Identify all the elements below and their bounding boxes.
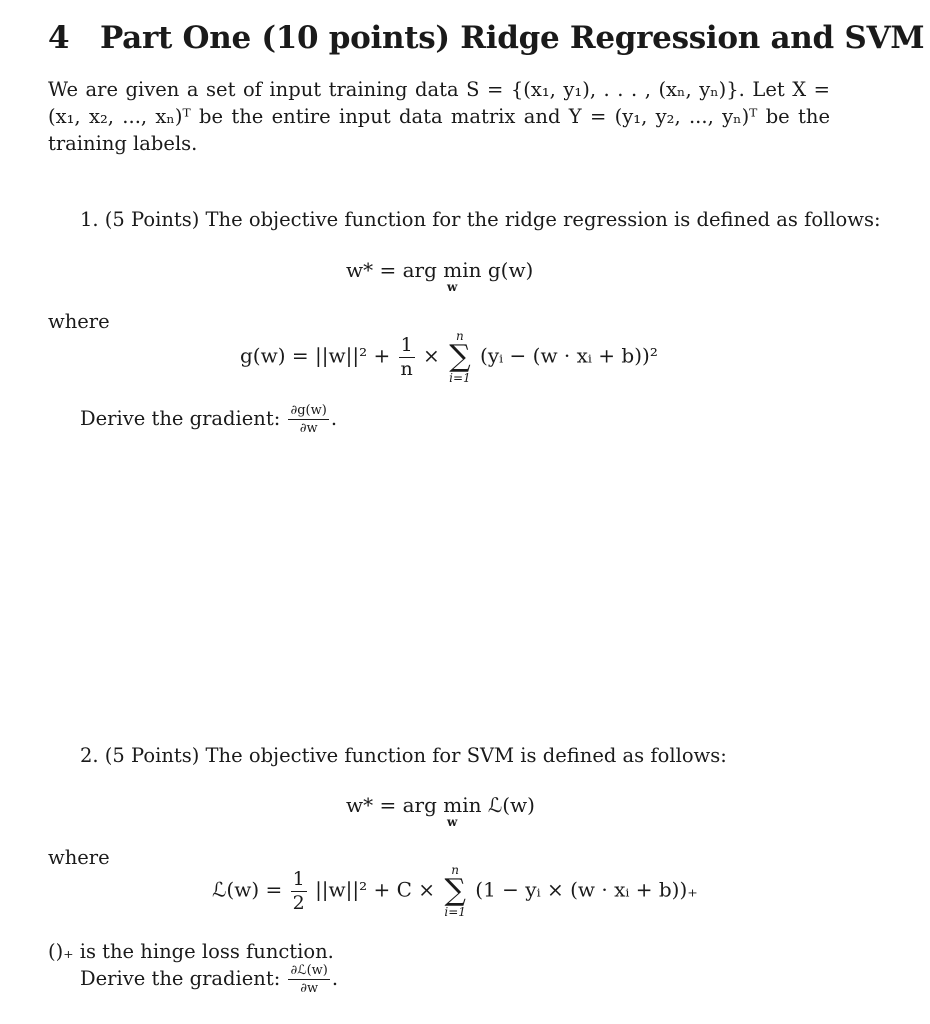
problem-2-sum-upper: n bbox=[451, 863, 460, 877]
sigma-symbol: ∑ bbox=[444, 873, 466, 908]
problem-2-label: 2. (5 Points) The objective function for SVM is defined as follows: bbox=[80, 744, 727, 767]
problem-2-gradient-num: ∂ℒ(w) bbox=[290, 963, 328, 978]
problem-1-def-fraction bbox=[399, 333, 415, 380]
problem-1-def-lhs: g(w) = ||w||² + bbox=[240, 343, 391, 368]
problem-2-derive: Derive the gradient: $\frac{\text{∂ℒ(w)}}{\partial w}$ . bbox=[80, 963, 339, 996]
problem-2-definition bbox=[212, 864, 698, 918]
problem-1-def-frac-den: n bbox=[400, 357, 413, 380]
problem-2-sum-lower: i=1 bbox=[444, 905, 466, 919]
problem-1-objective bbox=[346, 258, 533, 282]
problem-2-def-summand: (1 − yᵢ × (w · xᵢ + b))₊ bbox=[475, 877, 698, 902]
problem-1-objective-text: w* = arg min g(w) bbox=[346, 258, 534, 282]
problem-1-sum-lower: i=1 bbox=[449, 371, 471, 385]
problem-1-where: where bbox=[48, 310, 110, 333]
problem-1-def-summand: (yᵢ − (w · xᵢ + b))² bbox=[480, 343, 658, 368]
problem-2-sum-operator bbox=[444, 864, 466, 918]
intro-paragraph: We are given a set of input training data S = {(x₁, y₁), . . . , (xₙ, yₙ)}. Let X = (x₁, x₂, ..., xₙ)ᵀ be the entire input data matrix and Y = (y₁, y₂, ..., yₙ)ᵀ be the training labels. bbox=[48, 78, 830, 155]
problem-2-where: where bbox=[48, 846, 110, 869]
problem-2-gradient-den: ∂w bbox=[300, 981, 319, 996]
problem-1-def-times: × bbox=[423, 343, 440, 368]
problem-1-gradient-den: ∂w bbox=[299, 421, 318, 436]
problem-1-definition bbox=[240, 330, 658, 384]
problem-2-def-fraction bbox=[291, 867, 307, 914]
problem-2-def-middle: ||w||² + C × bbox=[315, 877, 436, 902]
problem-1-gradient-num: ∂g(w) bbox=[290, 403, 327, 418]
problem-2-derive-label: Derive the gradient: bbox=[80, 967, 281, 990]
problem-2-objective-text: w* = arg min ℒ(w) bbox=[346, 793, 535, 817]
section-title: Part One (10 points) Ridge Regression and SVM bbox=[100, 20, 925, 56]
problem-1-gradient bbox=[288, 404, 328, 435]
problem-2-argmin-sub: w bbox=[447, 815, 458, 829]
problem-1-derive-label: Derive the gradient: bbox=[80, 407, 281, 430]
problem-2-gradient bbox=[288, 964, 329, 995]
problem-2-objective bbox=[346, 793, 535, 817]
problem-1-argmin-sub: w bbox=[447, 280, 458, 294]
section-number: 4 bbox=[48, 20, 70, 56]
problem-1-derive: Derive the gradient: $\frac{\partial g(w)}{\partial w}$ . bbox=[80, 403, 338, 436]
problem-1-def-frac-num: 1 bbox=[400, 333, 413, 356]
problem-2-hinge-note: ()₊ is the hinge loss function. bbox=[48, 940, 334, 963]
problem-1-label: 1. (5 Points) The objective function for the ridge regression is defined as follows: bbox=[80, 208, 881, 231]
problem-2-def-lhs: ℒ(w) = bbox=[212, 877, 283, 902]
problem-1-sum-operator bbox=[449, 330, 471, 384]
sigma-symbol: ∑ bbox=[449, 339, 471, 374]
section-heading bbox=[48, 20, 924, 56]
problem-2-def-frac-den: 2 bbox=[292, 891, 305, 914]
problem-1-sum-upper: n bbox=[456, 329, 464, 343]
problem-2-def-frac-num: 1 bbox=[292, 867, 305, 890]
